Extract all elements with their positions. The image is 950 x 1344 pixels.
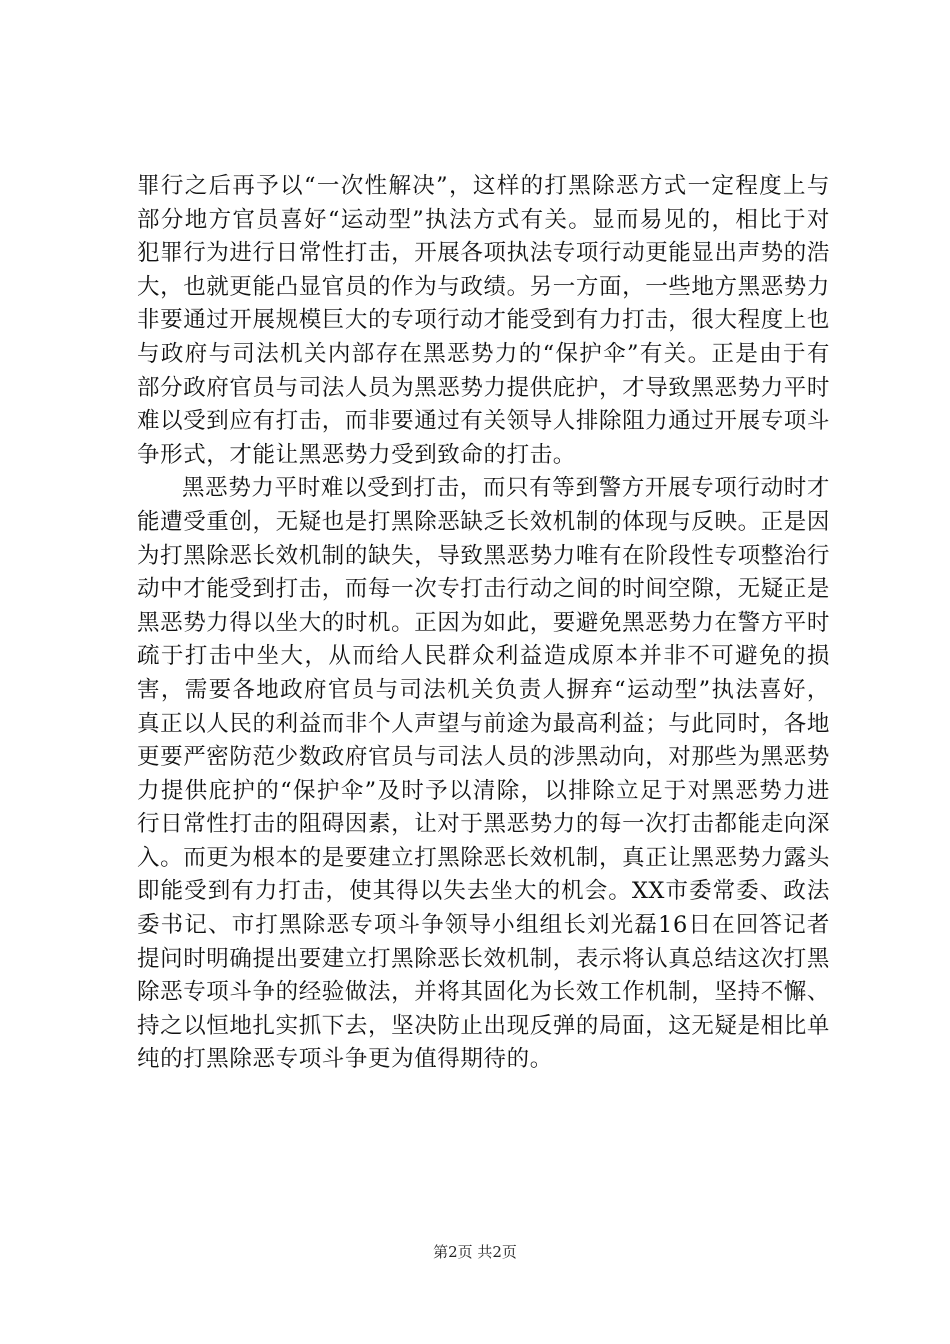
document-body	[137, 170, 830, 1077]
paragraph-main: 黑恶势力平时难以受到打击，而只有等到警方开展专项行动时才能遭受重创，无疑也是打黑除恶缺乏长效机制的体现与反映。正是因为打黑除恶长效机制的缺失，导致黑恶势力唯有在阶段性专项整治行动中才能受到打击，而每一次专打击行动之间的时间空隙，无疑正是黑恶势力得以坐大的时机。正因为如此，要避免黑恶势力在警方平时疏于打击中坐大，从而给人民群众利益造成原本并非不可避免的损害，需要各地政府官员与司法机关负责人摒弃“运动型”执法喜好，真正以人民的利益而非个人声望与前途为最高利益；与此同时，各地更要严密防范少数政府官员与司法人员的涉黑动向，对那些为黑恶势力提供庇护的“保护伞”及时予以清除，以排除立足于对黑恶势力进行日常性打击的阻碍因素，让对于黑恶势力的每一次打击都能走向深入。而更为根本的是要建立打黑除恶长效机制，真正让黑恶势力露头即能受到有力打击，使其得以失去坐大的机会。XX市委常委、政法委书记、市打黑除恶专项斗争领导小组组长刘光磊16日在回答记者提问时明确提出要建立打黑除恶长效机制，表示将认真总结这次打黑除恶专项斗争的经验做法，并将其固化为长效工作机制，坚持不懈、持之以恒地扎实抓下去，坚决防止出现反弹的局面，这无疑是相比单纯的打黑除恶专项斗争更为值得期待的。	[137, 475, 831, 1073]
page-number-footer: 第2页 共2页	[433, 1243, 517, 1261]
paragraph-continued: 罪行之后再予以“一次性解决”，这样的打黑除恶方式一定程度上与部分地方官员喜好“运动型”执法方式有关。显而易见的，相比于对犯罪行为进行日常性打击，开展各项执法专项行动更能显出声势的浩大，也就更能凸显官员的作为与政绩。另一方面，一些地方黑恶势力非要通过开展规模巨大的专项行动才能受到有力打击，很大程度上也与政府与司法机关内部存在黑恶势力的“保护伞”有关。正是由于有部分政府官员与司法人员为黑恶势力提供庇护，才导致黑恶势力平时难以受到应有打击，而非要通过有关领导人排除阻力通过开展专项斗争形式，才能让黑恶势力受到致命的打击。	[137, 173, 831, 468]
